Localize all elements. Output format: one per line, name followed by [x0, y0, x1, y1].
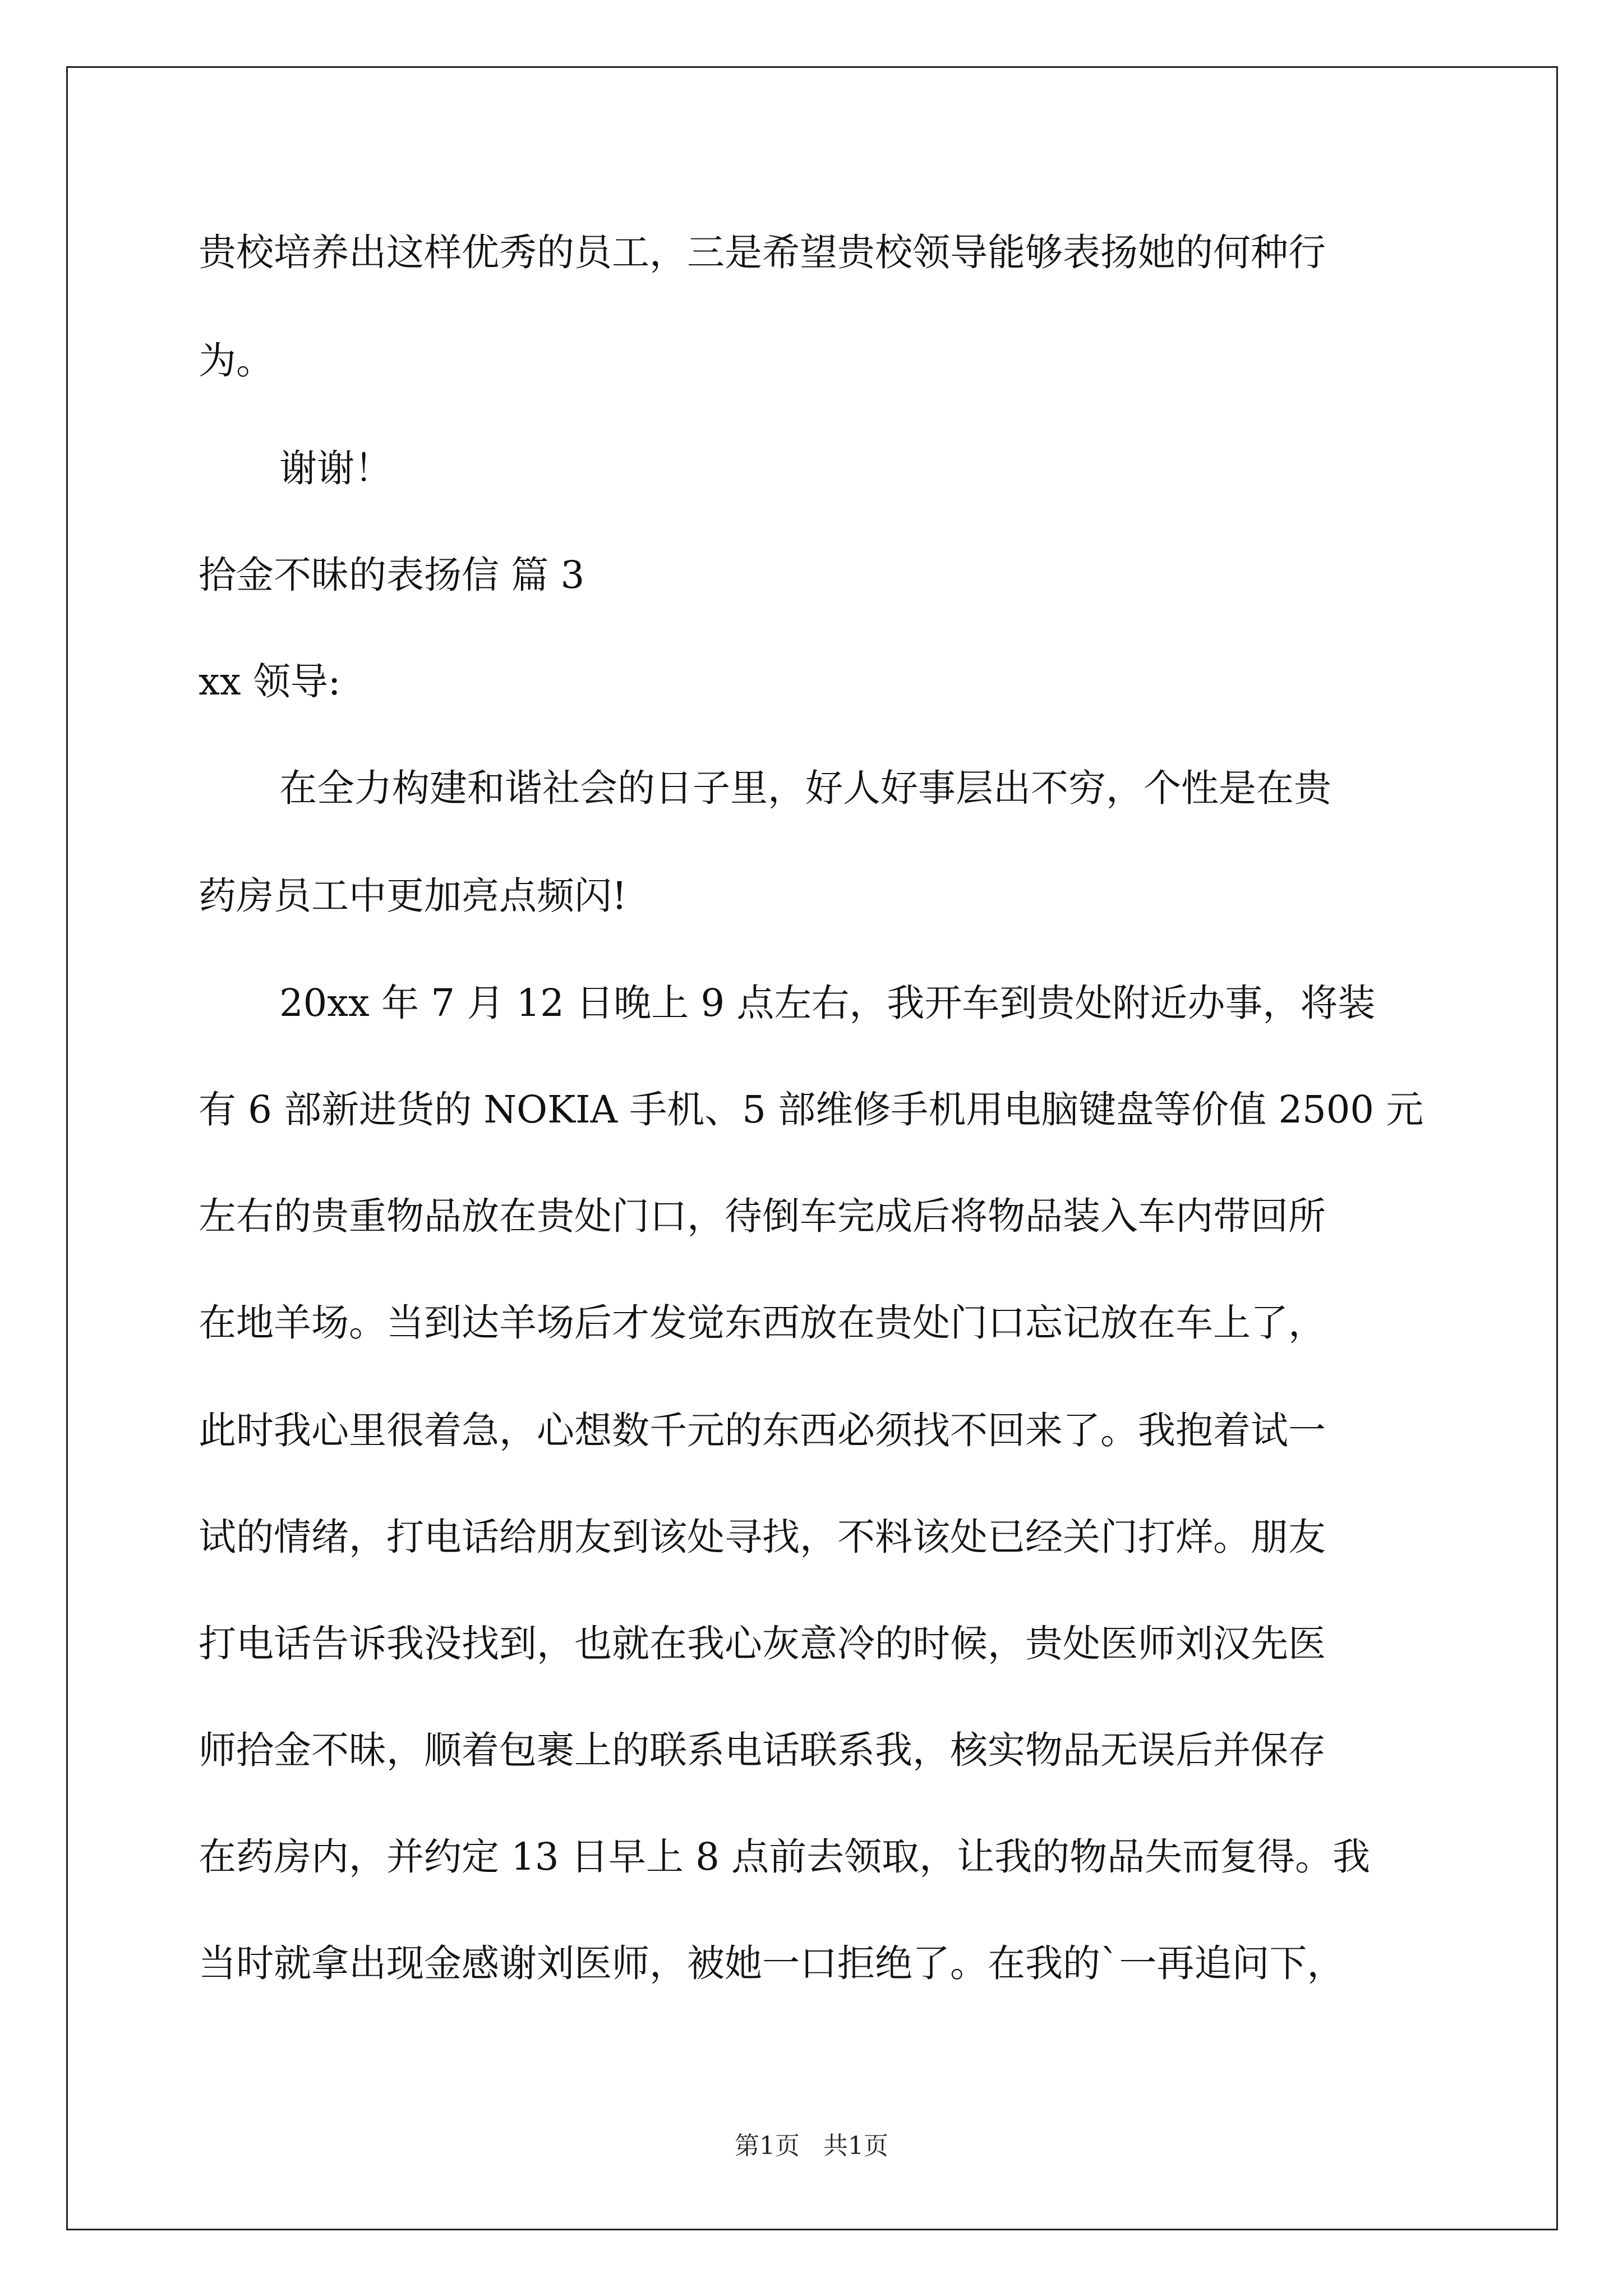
text-line: 试的情绪，打电话给朋友到该处寻找，不料该处已经关门打烊。朋友 — [199, 1515, 1326, 1559]
text-line: 在地羊场。当到达羊场后才发觉东西放在贵处门口忘记放在车上了， — [199, 1301, 1326, 1345]
text-line: 为。 — [199, 339, 274, 383]
text-line: 有 6 部新进货的 NOKIA 手机、5 部维修手机用电脑键盘等价值 2500 元 — [199, 1088, 1424, 1131]
text-line: 师拾金不昧，顺着包裹上的联系电话联系我，核实物品无误后并保存 — [199, 1728, 1326, 1772]
text-line: 在药房内，并约定 13 日早上 8 点前去领取，让我的物品失而复得。我 — [199, 1835, 1371, 1879]
page-border — [66, 66, 1558, 2230]
text-line: 左右的贵重物品放在贵处门口，待倒车完成后将物品装入车内带回所 — [199, 1194, 1326, 1238]
salutation: xx 领导: — [199, 660, 341, 703]
text-line: 20xx 年 7 月 12 日晚上 9 点左右，我开车到贵处附近办事，将装 — [279, 981, 1376, 1025]
page-number-current: 第1页 — [735, 2132, 800, 2160]
section-heading: 拾金不昧的表扬信 篇 3 — [199, 553, 585, 597]
page-footer — [0, 2131, 1623, 2162]
text-line: 谢谢！ — [279, 447, 392, 490]
text-line: 贵校培养出这样优秀的员工，三是希望贵校领导能够表扬她的何种行 — [199, 231, 1326, 274]
text-line: 在全力构建和谐社会的日子里，好人好事层出不穷，个性是在贵 — [279, 766, 1331, 810]
page-number-total: 共1页 — [823, 2132, 888, 2160]
text-line: 当时就拿出现金感谢刘医师，被她一口拒绝了。在我的`一再追问下， — [199, 1941, 1345, 1985]
text-line: 药房员工中更加亮点频闪! — [199, 874, 627, 918]
text-line: 此时我心里很着急，心想数千元的东西必须找不回来了。我抱着试一 — [199, 1409, 1326, 1452]
text-line: 打电话告诉我没找到，也就在我心灰意冷的时候，贵处医师刘汉先医 — [199, 1622, 1326, 1665]
